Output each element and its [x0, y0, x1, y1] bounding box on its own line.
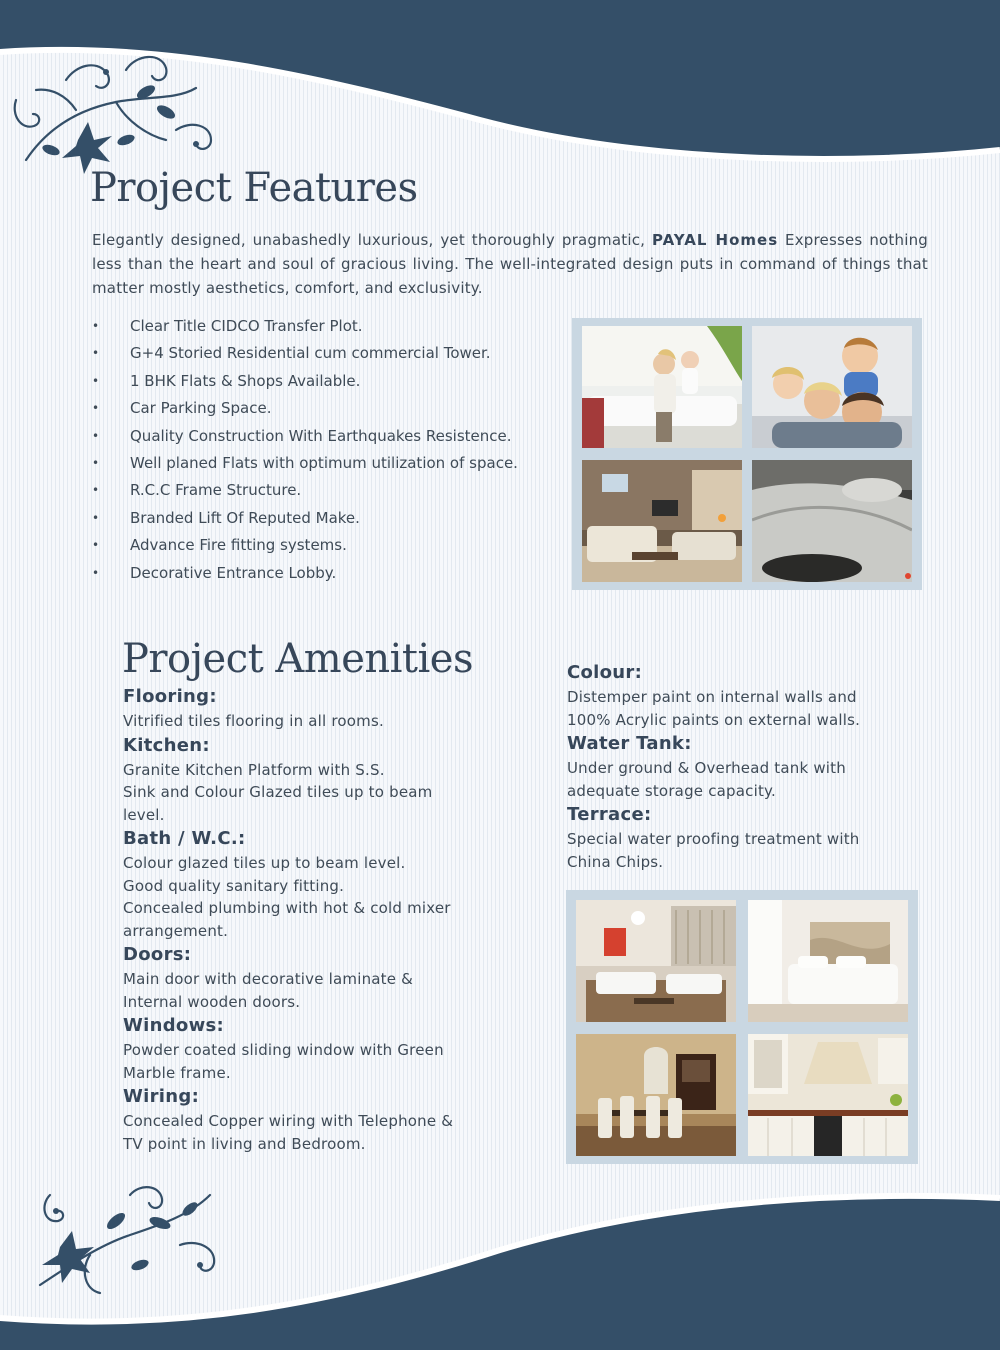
amenities-right-column — [567, 660, 927, 873]
feature-item — [92, 478, 518, 505]
mother-baby-sofa-photo — [582, 326, 742, 448]
parked-car-photo — [752, 460, 912, 582]
amenity-title: Windows: — [123, 1015, 225, 1036]
amenity-line: Internal wooden doors. — [123, 992, 301, 1011]
bullet-icon: • — [92, 373, 100, 388]
amenity-line: Main door with decorative laminate & — [123, 970, 414, 988]
amenity-line: Sink and Colour Glazed tiles up to beam — [123, 783, 433, 801]
feature-text: Decorative Entrance Lobby. — [130, 563, 337, 582]
amenity-title: Terrace: — [567, 804, 652, 825]
feature-item — [92, 451, 518, 478]
intro-text-before: Elegantly designed, unabashedly luxurious, yet thoroughly pragmatic, — [92, 231, 646, 249]
feature-text: Well planed Flats with optimum utilization of space. — [130, 453, 518, 472]
bullet-icon: • — [92, 483, 100, 498]
feature-item — [92, 396, 518, 423]
feature-text: Branded Lift Of Reputed Make. — [130, 508, 360, 527]
amenity-line: Special water proofing treatment with — [567, 830, 860, 848]
brand-name: PAYAL Homes — [652, 231, 779, 249]
bullet-icon: • — [92, 401, 100, 416]
amenity-line: Concealed Copper wiring with Telephone & — [123, 1112, 454, 1130]
bullet-icon: • — [92, 319, 100, 333]
amenities-left-column — [123, 684, 503, 1155]
feature-text: Clear Title CIDCO Transfer Plot. — [130, 317, 363, 335]
lounge-interior-photo — [576, 900, 736, 1022]
feature-item — [92, 314, 518, 341]
living-room-photo — [582, 460, 742, 582]
bullet-icon: • — [92, 565, 100, 580]
features-intro-paragraph — [92, 228, 928, 300]
features-photo-collage — [572, 318, 922, 590]
intro-text-after: Expresses nothing less than the heart and soul of gracious living. The well-integrated design puts in command of things that matter mostly aesthetics, comfort, and exclusivity. — [92, 231, 928, 297]
amenity-terrace — [567, 802, 927, 873]
amenity-title: Doors: — [123, 944, 192, 965]
feature-text: Quality Construction With Earthquakes Resistence. — [130, 426, 512, 445]
bullet-icon: • — [92, 428, 100, 443]
feature-text: G+4 Storied Residential cum commercial Tower. — [130, 344, 491, 363]
amenity-kitchen — [123, 733, 503, 827]
amenity-line: level. — [123, 805, 165, 824]
feature-item — [92, 561, 518, 588]
features-list — [92, 314, 518, 588]
amenity-line: adequate storage capacity. — [567, 781, 776, 800]
feature-item — [92, 341, 518, 368]
amenity-line: Vitrified tiles flooring in all rooms. — [123, 712, 384, 730]
amenity-doors — [123, 942, 503, 1013]
amenity-line: China Chips. — [567, 852, 664, 871]
amenity-line: Concealed plumbing with hot & cold mixer — [123, 899, 451, 917]
amenity-line: Distemper paint on internal walls and — [567, 688, 857, 706]
bullet-icon: • — [92, 455, 100, 470]
feature-item — [92, 506, 518, 533]
amenity-flooring — [123, 684, 503, 733]
bullet-icon: • — [92, 538, 100, 553]
amenity-title: Flooring: — [123, 686, 217, 707]
feature-text: 1 BHK Flats & Shops Available. — [130, 371, 361, 390]
kitchen-photo — [748, 1034, 908, 1156]
amenity-title: Bath / W.C.: — [123, 828, 246, 849]
amenity-title: Kitchen: — [123, 734, 210, 756]
amenity-windows — [123, 1013, 503, 1084]
amenity-bath-wc — [123, 826, 503, 942]
project-features-heading: Project Features — [90, 165, 418, 211]
amenity-title: Wiring: — [123, 1086, 200, 1107]
amenity-line: Powder coated sliding window with Green — [123, 1041, 444, 1059]
floral-ornament-top — [6, 40, 221, 175]
amenity-line: 100% Acrylic paints on external walls. — [567, 710, 861, 729]
amenity-water-tank — [567, 731, 927, 802]
amenity-wiring — [123, 1084, 503, 1155]
happy-family-photo — [752, 326, 912, 448]
amenity-line: Granite Kitchen Platform with S.S. — [123, 760, 385, 779]
feature-item — [92, 369, 518, 396]
feature-text: Advance Fire fitting systems. — [130, 536, 347, 555]
amenity-line: Colour glazed tiles up to beam level. — [123, 854, 406, 872]
amenity-line: Under ground & Overhead tank with — [567, 759, 846, 777]
amenity-title: Water Tank: — [567, 733, 692, 754]
amenity-line: arrangement. — [123, 921, 229, 940]
feature-text: R.C.C Frame Structure. — [130, 481, 302, 500]
amenity-title: Colour: — [567, 662, 643, 683]
feature-item — [92, 533, 518, 560]
bedroom-photo — [748, 900, 908, 1022]
amenity-colour — [567, 660, 927, 731]
floral-ornament-bottom — [30, 1175, 225, 1315]
project-amenities-heading: Project Amenities — [122, 636, 473, 682]
amenity-line: TV point in living and Bedroom. — [123, 1134, 366, 1153]
amenity-line: Marble frame. — [123, 1063, 231, 1082]
amenities-photo-collage — [566, 890, 918, 1164]
feature-text: Car Parking Space. — [130, 399, 272, 418]
bullet-icon: • — [92, 346, 100, 361]
feature-item — [92, 424, 518, 451]
bullet-icon: • — [92, 510, 100, 525]
amenity-line: Good quality sanitary fitting. — [123, 876, 345, 895]
dining-room-photo — [576, 1034, 736, 1156]
